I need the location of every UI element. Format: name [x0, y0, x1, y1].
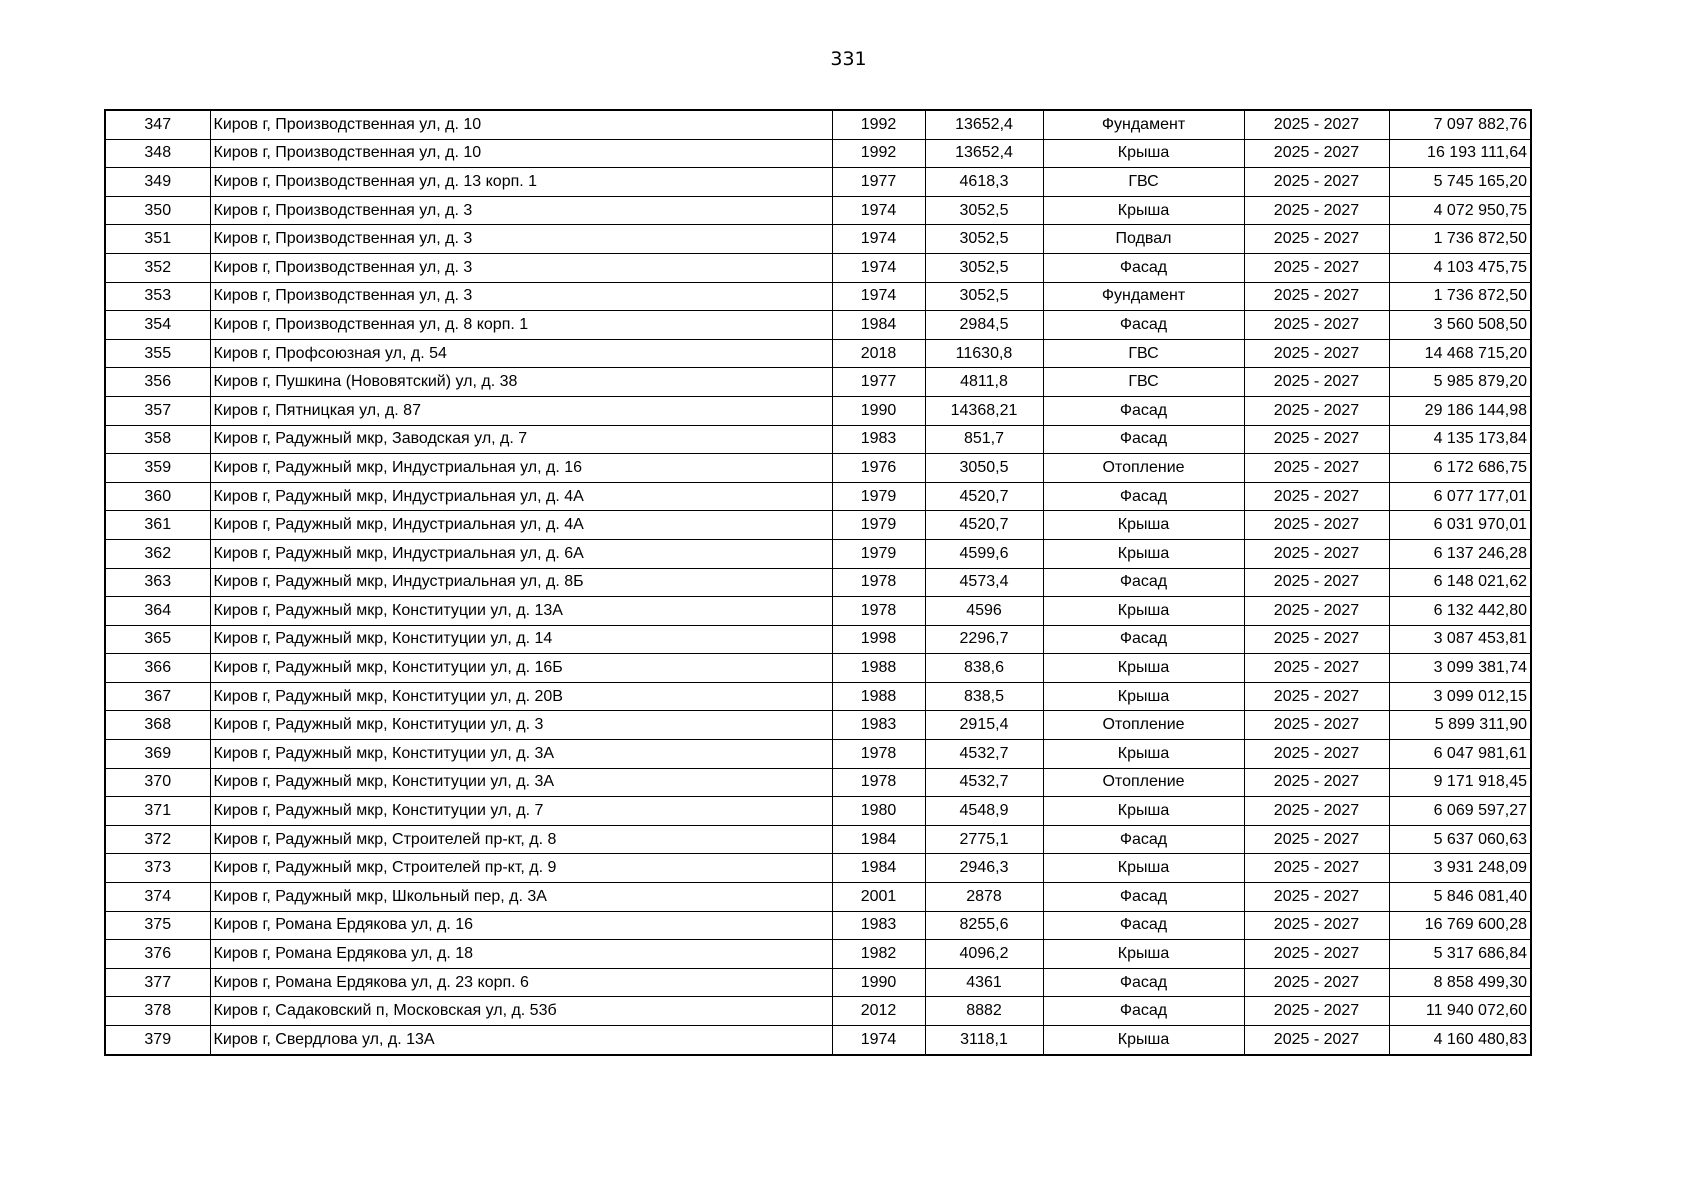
work-type-cell: Фасад: [1043, 425, 1244, 454]
cost-cell: 6 148 021,62: [1389, 568, 1531, 597]
table-row: [105, 968, 1531, 997]
year-built-cell: 1983: [832, 711, 925, 740]
year-built-cell: 2012: [832, 997, 925, 1026]
address-cell: Киров г, Производственная ул, д. 3: [210, 225, 832, 254]
row-number-cell: 364: [105, 597, 210, 626]
area-cell: 851,7: [925, 425, 1043, 454]
work-type-cell: Крыша: [1043, 682, 1244, 711]
year-built-cell: 1979: [832, 482, 925, 511]
address-cell: Киров г, Радужный мкр, Конституции ул, д. 7: [210, 797, 832, 826]
work-type-cell: Фасад: [1043, 825, 1244, 854]
area-cell: 2296,7: [925, 625, 1043, 654]
address-cell: Киров г, Производственная ул, д. 3: [210, 253, 832, 282]
year-built-cell: 1974: [832, 282, 925, 311]
cost-cell: 6 031 970,01: [1389, 511, 1531, 540]
area-cell: 4596: [925, 597, 1043, 626]
cost-cell: 3 087 453,81: [1389, 625, 1531, 654]
cost-cell: 6 047 981,61: [1389, 740, 1531, 769]
period-cell: 2025 - 2027: [1244, 1026, 1389, 1055]
area-cell: 4096,2: [925, 940, 1043, 969]
year-built-cell: 1978: [832, 597, 925, 626]
row-number-cell: 357: [105, 396, 210, 425]
work-type-cell: Фасад: [1043, 911, 1244, 940]
year-built-cell: 1974: [832, 225, 925, 254]
area-cell: 3052,5: [925, 253, 1043, 282]
table-row: [105, 911, 1531, 940]
row-number-cell: 356: [105, 368, 210, 397]
year-built-cell: 1983: [832, 425, 925, 454]
row-number-cell: 353: [105, 282, 210, 311]
year-built-cell: 1992: [832, 139, 925, 168]
address-cell: Киров г, Радужный мкр, Строителей пр-кт, д. 8: [210, 825, 832, 854]
row-number-cell: 378: [105, 997, 210, 1026]
cost-cell: 6 172 686,75: [1389, 454, 1531, 483]
period-cell: 2025 - 2027: [1244, 225, 1389, 254]
cost-cell: 3 099 381,74: [1389, 654, 1531, 683]
cost-cell: 6 137 246,28: [1389, 539, 1531, 568]
year-built-cell: 1984: [832, 311, 925, 340]
cost-cell: 4 160 480,83: [1389, 1026, 1531, 1055]
cost-cell: 16 769 600,28: [1389, 911, 1531, 940]
table-body: [105, 110, 1531, 1055]
year-built-cell: 1978: [832, 768, 925, 797]
year-built-cell: 2018: [832, 339, 925, 368]
page-number: 331: [830, 48, 867, 70]
cost-cell: 5 985 879,20: [1389, 368, 1531, 397]
address-cell: Киров г, Романа Ердякова ул, д. 18: [210, 940, 832, 969]
table-row: [105, 768, 1531, 797]
table-row: [105, 311, 1531, 340]
cost-cell: 14 468 715,20: [1389, 339, 1531, 368]
table-row: [105, 568, 1531, 597]
area-cell: 2915,4: [925, 711, 1043, 740]
row-number-cell: 370: [105, 768, 210, 797]
row-number-cell: 363: [105, 568, 210, 597]
work-type-cell: Фасад: [1043, 625, 1244, 654]
period-cell: 2025 - 2027: [1244, 168, 1389, 197]
year-built-cell: 1976: [832, 454, 925, 483]
year-built-cell: 1974: [832, 253, 925, 282]
address-cell: Киров г, Радужный мкр, Конституции ул, д. 14: [210, 625, 832, 654]
area-cell: 4361: [925, 968, 1043, 997]
address-cell: Киров г, Радужный мкр, Заводская ул, д. 7: [210, 425, 832, 454]
table-row: [105, 282, 1531, 311]
work-type-cell: Фундамент: [1043, 110, 1244, 139]
year-built-cell: 1990: [832, 968, 925, 997]
address-cell: Киров г, Радужный мкр, Индустриальная ул, д. 4А: [210, 511, 832, 540]
address-cell: Киров г, Свердлова ул, д. 13А: [210, 1026, 832, 1055]
row-number-cell: 375: [105, 911, 210, 940]
period-cell: 2025 - 2027: [1244, 682, 1389, 711]
period-cell: 2025 - 2027: [1244, 311, 1389, 340]
cost-cell: 1 736 872,50: [1389, 225, 1531, 254]
cost-cell: 5 637 060,63: [1389, 825, 1531, 854]
address-cell: Киров г, Садаковский п, Московская ул, д. 53б: [210, 997, 832, 1026]
table-row: [105, 1026, 1531, 1055]
table-row: [105, 339, 1531, 368]
table-row: [105, 740, 1531, 769]
row-number-cell: 369: [105, 740, 210, 769]
cost-cell: 5 899 311,90: [1389, 711, 1531, 740]
table-row: [105, 168, 1531, 197]
period-cell: 2025 - 2027: [1244, 654, 1389, 683]
cost-cell: 9 171 918,45: [1389, 768, 1531, 797]
row-number-cell: 361: [105, 511, 210, 540]
year-built-cell: 1978: [832, 568, 925, 597]
year-built-cell: 1990: [832, 396, 925, 425]
row-number-cell: 347: [105, 110, 210, 139]
work-type-cell: Отопление: [1043, 711, 1244, 740]
table-row: [105, 854, 1531, 883]
period-cell: 2025 - 2027: [1244, 511, 1389, 540]
work-type-cell: Отопление: [1043, 768, 1244, 797]
address-cell: Киров г, Романа Ердякова ул, д. 16: [210, 911, 832, 940]
year-built-cell: 1979: [832, 511, 925, 540]
cost-cell: 7 097 882,76: [1389, 110, 1531, 139]
row-number-cell: 360: [105, 482, 210, 511]
table-row: [105, 711, 1531, 740]
row-number-cell: 349: [105, 168, 210, 197]
row-number-cell: 368: [105, 711, 210, 740]
year-built-cell: 2001: [832, 883, 925, 912]
area-cell: 3118,1: [925, 1026, 1043, 1055]
period-cell: 2025 - 2027: [1244, 854, 1389, 883]
work-type-cell: Подвал: [1043, 225, 1244, 254]
work-type-cell: Крыша: [1043, 539, 1244, 568]
row-number-cell: 366: [105, 654, 210, 683]
table-row: [105, 196, 1531, 225]
address-cell: Киров г, Радужный мкр, Индустриальная ул, д. 16: [210, 454, 832, 483]
year-built-cell: 1980: [832, 797, 925, 826]
row-number-cell: 359: [105, 454, 210, 483]
year-built-cell: 1974: [832, 1026, 925, 1055]
period-cell: 2025 - 2027: [1244, 282, 1389, 311]
area-cell: 8882: [925, 997, 1043, 1026]
work-type-cell: Крыша: [1043, 740, 1244, 769]
table-row: [105, 368, 1531, 397]
period-cell: 2025 - 2027: [1244, 425, 1389, 454]
row-number-cell: 354: [105, 311, 210, 340]
address-cell: Киров г, Пушкина (Нововятский) ул, д. 38: [210, 368, 832, 397]
area-cell: 8255,6: [925, 911, 1043, 940]
row-number-cell: 374: [105, 883, 210, 912]
cost-cell: 5 317 686,84: [1389, 940, 1531, 969]
work-type-cell: Крыша: [1043, 1026, 1244, 1055]
area-cell: 838,5: [925, 682, 1043, 711]
table-row: [105, 797, 1531, 826]
area-cell: 4520,7: [925, 482, 1043, 511]
period-cell: 2025 - 2027: [1244, 740, 1389, 769]
address-cell: Киров г, Радужный мкр, Индустриальная ул, д. 6А: [210, 539, 832, 568]
address-cell: Киров г, Производственная ул, д. 10: [210, 110, 832, 139]
work-type-cell: Крыша: [1043, 854, 1244, 883]
table-row: [105, 139, 1531, 168]
work-type-cell: Фасад: [1043, 482, 1244, 511]
row-number-cell: 379: [105, 1026, 210, 1055]
table-row: [105, 682, 1531, 711]
area-cell: 3052,5: [925, 225, 1043, 254]
area-cell: 13652,4: [925, 139, 1043, 168]
address-cell: Киров г, Производственная ул, д. 8 корп. 1: [210, 311, 832, 340]
address-cell: Киров г, Радужный мкр, Конституции ул, д. 13А: [210, 597, 832, 626]
area-cell: 4520,7: [925, 511, 1043, 540]
address-cell: Киров г, Пятницкая ул, д. 87: [210, 396, 832, 425]
row-number-cell: 373: [105, 854, 210, 883]
period-cell: 2025 - 2027: [1244, 968, 1389, 997]
address-cell: Киров г, Радужный мкр, Индустриальная ул, д. 8Б: [210, 568, 832, 597]
period-cell: 2025 - 2027: [1244, 883, 1389, 912]
address-cell: Киров г, Радужный мкр, Конституции ул, д. 3: [210, 711, 832, 740]
table-row: [105, 396, 1531, 425]
period-cell: 2025 - 2027: [1244, 568, 1389, 597]
work-type-cell: Крыша: [1043, 511, 1244, 540]
cost-cell: 11 940 072,60: [1389, 997, 1531, 1026]
year-built-cell: 1982: [832, 940, 925, 969]
repair-schedule-table: [104, 109, 1532, 1056]
address-cell: Киров г, Радужный мкр, Школьный пер, д. 3А: [210, 883, 832, 912]
year-built-cell: 1984: [832, 854, 925, 883]
row-number-cell: 350: [105, 196, 210, 225]
cost-cell: 3 931 248,09: [1389, 854, 1531, 883]
work-type-cell: Фасад: [1043, 396, 1244, 425]
work-type-cell: ГВС: [1043, 368, 1244, 397]
period-cell: 2025 - 2027: [1244, 768, 1389, 797]
period-cell: 2025 - 2027: [1244, 539, 1389, 568]
area-cell: 4532,7: [925, 740, 1043, 769]
year-built-cell: 1988: [832, 654, 925, 683]
area-cell: 2946,3: [925, 854, 1043, 883]
area-cell: 4618,3: [925, 168, 1043, 197]
address-cell: Киров г, Радужный мкр, Индустриальная ул, д. 4А: [210, 482, 832, 511]
year-built-cell: 1992: [832, 110, 925, 139]
area-cell: 3052,5: [925, 282, 1043, 311]
area-cell: 4811,8: [925, 368, 1043, 397]
row-number-cell: 348: [105, 139, 210, 168]
period-cell: 2025 - 2027: [1244, 339, 1389, 368]
area-cell: 4573,4: [925, 568, 1043, 597]
work-type-cell: ГВС: [1043, 168, 1244, 197]
address-cell: Киров г, Производственная ул, д. 3: [210, 196, 832, 225]
cost-cell: 1 736 872,50: [1389, 282, 1531, 311]
work-type-cell: Фундамент: [1043, 282, 1244, 311]
period-cell: 2025 - 2027: [1244, 368, 1389, 397]
area-cell: 4532,7: [925, 768, 1043, 797]
area-cell: 3050,5: [925, 454, 1043, 483]
table-row: [105, 110, 1531, 139]
table-row: [105, 940, 1531, 969]
period-cell: 2025 - 2027: [1244, 940, 1389, 969]
work-type-cell: Крыша: [1043, 940, 1244, 969]
address-cell: Киров г, Радужный мкр, Конституции ул, д. 16Б: [210, 654, 832, 683]
table-row: [105, 539, 1531, 568]
address-cell: Киров г, Производственная ул, д. 3: [210, 282, 832, 311]
work-type-cell: Крыша: [1043, 196, 1244, 225]
work-type-cell: Фасад: [1043, 253, 1244, 282]
table-row: [105, 225, 1531, 254]
cost-cell: 5 846 081,40: [1389, 883, 1531, 912]
row-number-cell: 358: [105, 425, 210, 454]
area-cell: 2775,1: [925, 825, 1043, 854]
period-cell: 2025 - 2027: [1244, 797, 1389, 826]
row-number-cell: 355: [105, 339, 210, 368]
cost-cell: 6 077 177,01: [1389, 482, 1531, 511]
address-cell: Киров г, Радужный мкр, Конституции ул, д. 3А: [210, 740, 832, 769]
year-built-cell: 1978: [832, 740, 925, 769]
table-row: [105, 253, 1531, 282]
year-built-cell: 1974: [832, 196, 925, 225]
period-cell: 2025 - 2027: [1244, 454, 1389, 483]
address-cell: Киров г, Производственная ул, д. 10: [210, 139, 832, 168]
work-type-cell: Фасад: [1043, 968, 1244, 997]
work-type-cell: Отопление: [1043, 454, 1244, 483]
address-cell: Киров г, Радужный мкр, Строителей пр-кт, д. 9: [210, 854, 832, 883]
table-row: [105, 654, 1531, 683]
table-row: [105, 482, 1531, 511]
cost-cell: 4 072 950,75: [1389, 196, 1531, 225]
year-built-cell: 1988: [832, 682, 925, 711]
address-cell: Киров г, Радужный мкр, Конституции ул, д. 3А: [210, 768, 832, 797]
work-type-cell: ГВС: [1043, 339, 1244, 368]
year-built-cell: 1977: [832, 368, 925, 397]
address-cell: Киров г, Романа Ердякова ул, д. 23 корп. 6: [210, 968, 832, 997]
cost-cell: 3 099 012,15: [1389, 682, 1531, 711]
address-cell: Киров г, Профсоюзная ул, д. 54: [210, 339, 832, 368]
work-type-cell: Фасад: [1043, 997, 1244, 1026]
work-type-cell: Крыша: [1043, 654, 1244, 683]
area-cell: 11630,8: [925, 339, 1043, 368]
period-cell: 2025 - 2027: [1244, 911, 1389, 940]
cost-cell: 29 186 144,98: [1389, 396, 1531, 425]
area-cell: 2878: [925, 883, 1043, 912]
row-number-cell: 376: [105, 940, 210, 969]
row-number-cell: 365: [105, 625, 210, 654]
cost-cell: 16 193 111,64: [1389, 139, 1531, 168]
cost-cell: 4 103 475,75: [1389, 253, 1531, 282]
period-cell: 2025 - 2027: [1244, 482, 1389, 511]
period-cell: 2025 - 2027: [1244, 825, 1389, 854]
area-cell: 14368,21: [925, 396, 1043, 425]
work-type-cell: Фасад: [1043, 568, 1244, 597]
table-row: [105, 997, 1531, 1026]
work-type-cell: Крыша: [1043, 597, 1244, 626]
area-cell: 4548,9: [925, 797, 1043, 826]
period-cell: 2025 - 2027: [1244, 253, 1389, 282]
table-row: [105, 511, 1531, 540]
period-cell: 2025 - 2027: [1244, 110, 1389, 139]
address-cell: Киров г, Производственная ул, д. 13 корп. 1: [210, 168, 832, 197]
row-number-cell: 372: [105, 825, 210, 854]
work-type-cell: Фасад: [1043, 883, 1244, 912]
cost-cell: 6 069 597,27: [1389, 797, 1531, 826]
year-built-cell: 1984: [832, 825, 925, 854]
work-type-cell: Фасад: [1043, 311, 1244, 340]
area-cell: 13652,4: [925, 110, 1043, 139]
table-row: [105, 597, 1531, 626]
cost-cell: 4 135 173,84: [1389, 425, 1531, 454]
period-cell: 2025 - 2027: [1244, 597, 1389, 626]
period-cell: 2025 - 2027: [1244, 997, 1389, 1026]
period-cell: 2025 - 2027: [1244, 396, 1389, 425]
address-cell: Киров г, Радужный мкр, Конституции ул, д. 20В: [210, 682, 832, 711]
table-row: [105, 625, 1531, 654]
row-number-cell: 367: [105, 682, 210, 711]
work-type-cell: Крыша: [1043, 797, 1244, 826]
year-built-cell: 1983: [832, 911, 925, 940]
work-type-cell: Крыша: [1043, 139, 1244, 168]
area-cell: 838,6: [925, 654, 1043, 683]
area-cell: 4599,6: [925, 539, 1043, 568]
year-built-cell: 1979: [832, 539, 925, 568]
row-number-cell: 371: [105, 797, 210, 826]
row-number-cell: 362: [105, 539, 210, 568]
period-cell: 2025 - 2027: [1244, 625, 1389, 654]
cost-cell: 8 858 499,30: [1389, 968, 1531, 997]
table-row: [105, 454, 1531, 483]
row-number-cell: 351: [105, 225, 210, 254]
period-cell: 2025 - 2027: [1244, 711, 1389, 740]
cost-cell: 3 560 508,50: [1389, 311, 1531, 340]
period-cell: 2025 - 2027: [1244, 196, 1389, 225]
area-cell: 2984,5: [925, 311, 1043, 340]
cost-cell: 5 745 165,20: [1389, 168, 1531, 197]
year-built-cell: 1977: [832, 168, 925, 197]
row-number-cell: 377: [105, 968, 210, 997]
table-row: [105, 425, 1531, 454]
row-number-cell: 352: [105, 253, 210, 282]
period-cell: 2025 - 2027: [1244, 139, 1389, 168]
cost-cell: 6 132 442,80: [1389, 597, 1531, 626]
area-cell: 3052,5: [925, 196, 1043, 225]
table-row: [105, 825, 1531, 854]
year-built-cell: 1998: [832, 625, 925, 654]
table-row: [105, 883, 1531, 912]
